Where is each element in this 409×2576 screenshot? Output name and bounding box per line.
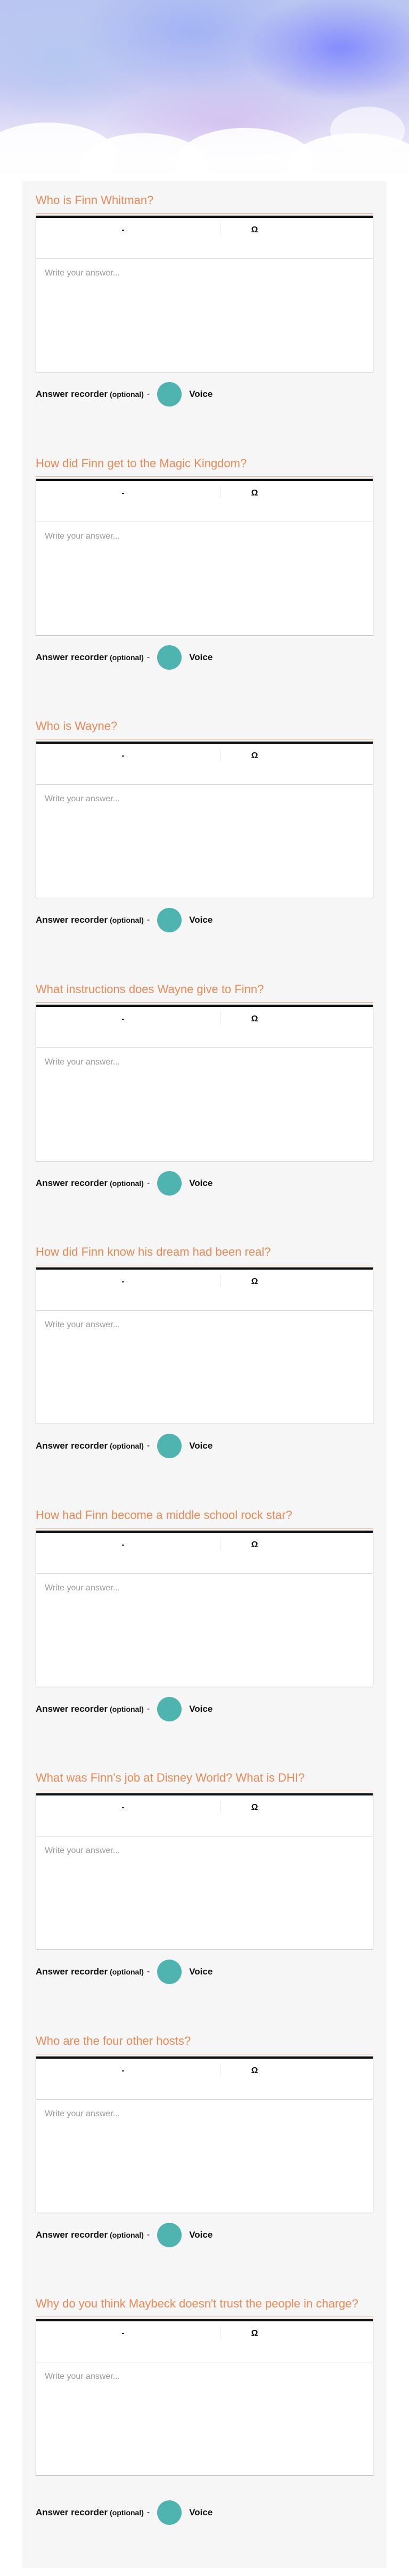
editor-toolbar (36, 1531, 373, 1574)
omega-symbol-button[interactable]: Ω (251, 2066, 258, 2075)
question-block (36, 1770, 373, 1977)
question-block (36, 1245, 373, 1451)
recorder-optional-label: (optional) (110, 2508, 144, 2517)
question-block (36, 2034, 373, 2240)
recorder-label: Answer recorder (36, 652, 108, 662)
dash-button[interactable]: - (121, 1014, 125, 1023)
recorder-label: Answer recorder (36, 1966, 108, 1977)
question-title: Who are the four other hosts? (36, 2034, 191, 2047)
answer-recorder (36, 2500, 212, 2525)
question-divider (36, 1002, 373, 1003)
recorder-dash: - (146, 915, 150, 924)
question-title: What was Finn's job at Disney World? What is DHI? (36, 1771, 305, 1784)
question-block (36, 1508, 373, 1714)
question-title: What instructions does Wayne give to Finn? (36, 982, 264, 996)
recorder-dash: - (146, 1441, 150, 1450)
recorder-dash: - (146, 2230, 150, 2239)
recorder-optional-label: (optional) (110, 1968, 144, 1976)
answer-recorder (36, 907, 212, 933)
dash-button[interactable]: - (121, 1540, 125, 1549)
recorder-dash: - (146, 389, 150, 399)
cloud-shape (330, 107, 405, 155)
answer-textarea[interactable]: Write your answer... (36, 785, 373, 898)
question-title: How did Finn know his dream had been real? (36, 1245, 271, 1258)
questions-card (22, 181, 387, 2568)
voice-label: Voice (189, 1966, 213, 1977)
question-block (36, 193, 373, 399)
answer-editor (36, 2319, 373, 2476)
question-block (36, 982, 373, 1188)
answer-editor (36, 1793, 373, 1950)
question-divider (36, 739, 373, 740)
dash-button[interactable]: - (121, 2066, 125, 2075)
dash-button[interactable]: - (121, 488, 125, 498)
question-divider (36, 213, 373, 214)
header-sky-background (0, 0, 409, 186)
voice-record-button[interactable] (157, 1434, 182, 1458)
question-title: How had Finn become a middle school rock star? (36, 1508, 292, 1522)
editor-toolbar (36, 1267, 373, 1311)
answer-textarea[interactable]: Write your answer... (36, 1048, 373, 1161)
question-title: Why do you think Maybeck doesn't trust the people in charge? (36, 2297, 358, 2310)
recorder-label: Answer recorder (36, 1703, 108, 1714)
omega-symbol-button[interactable]: Ω (251, 1803, 258, 1812)
omega-symbol-button[interactable]: Ω (251, 1540, 258, 1549)
answer-recorder (36, 381, 212, 407)
voice-label: Voice (189, 652, 213, 662)
recorder-label: Answer recorder (36, 1441, 108, 1451)
answer-recorder (36, 2222, 212, 2248)
dash-button[interactable]: - (121, 2329, 125, 2338)
question-block (36, 719, 373, 925)
voice-label: Voice (189, 2229, 213, 2240)
editor-toolbar (36, 479, 373, 522)
question-divider (36, 476, 373, 477)
dash-button[interactable]: - (121, 1277, 125, 1286)
recorder-optional-label: (optional) (110, 916, 144, 924)
editor-toolbar (36, 2319, 373, 2362)
answer-textarea[interactable]: Write your answer... (36, 1311, 373, 1424)
answer-editor (36, 478, 373, 636)
answer-editor (36, 1004, 373, 1161)
recorder-optional-label: (optional) (110, 390, 144, 399)
recorder-label: Answer recorder (36, 1177, 108, 1188)
question-divider (36, 1528, 373, 1529)
answer-textarea[interactable]: Write your answer... (36, 1836, 373, 1949)
voice-label: Voice (189, 915, 213, 925)
answer-textarea[interactable]: Write your answer... (36, 2362, 373, 2475)
recorder-optional-label: (optional) (110, 653, 144, 662)
question-title: How did Finn get to the Magic Kingdom? (36, 456, 247, 470)
recorder-optional-label: (optional) (110, 2230, 144, 2239)
answer-textarea[interactable]: Write your answer... (36, 522, 373, 635)
editor-toolbar (36, 1005, 373, 1048)
answer-textarea[interactable]: Write your answer... (36, 1574, 373, 1687)
omega-symbol-button[interactable]: Ω (251, 2329, 258, 2338)
answer-editor (36, 1267, 373, 1424)
voice-record-button[interactable] (157, 382, 182, 407)
voice-label: Voice (189, 2507, 213, 2517)
recorder-dash: - (146, 1967, 150, 1976)
question-title: Who is Wayne? (36, 719, 118, 733)
answer-recorder (36, 1959, 212, 1985)
voice-record-button[interactable] (157, 908, 182, 932)
recorder-dash: - (146, 652, 150, 662)
voice-label: Voice (189, 1441, 213, 1451)
voice-record-button[interactable] (157, 1697, 182, 1721)
recorder-label: Answer recorder (36, 2229, 108, 2240)
question-title: Who is Finn Whitman? (36, 193, 154, 207)
dash-button[interactable]: - (121, 751, 125, 760)
omega-symbol-button[interactable]: Ω (251, 225, 258, 234)
omega-symbol-button[interactable]: Ω (251, 1014, 258, 1023)
editor-toolbar (36, 1793, 373, 1836)
answer-recorder (36, 645, 212, 670)
omega-symbol-button[interactable]: Ω (251, 488, 258, 498)
voice-label: Voice (189, 1703, 213, 1714)
recorder-dash: - (146, 1178, 150, 1188)
voice-record-button[interactable] (157, 1960, 182, 1984)
dash-button[interactable]: - (121, 1803, 125, 1812)
answer-editor (36, 215, 373, 372)
answer-editor (36, 741, 373, 898)
editor-toolbar (36, 2057, 373, 2100)
recorder-dash: - (146, 1704, 150, 1713)
answer-textarea[interactable]: Write your answer... (36, 2100, 373, 2213)
recorder-label: Answer recorder (36, 915, 108, 925)
question-block (36, 2296, 373, 2517)
question-block (36, 456, 373, 662)
voice-label: Voice (189, 389, 213, 399)
answer-recorder (36, 1433, 212, 1459)
dash-button[interactable]: - (121, 225, 125, 234)
answer-editor (36, 2056, 373, 2213)
voice-record-button[interactable] (157, 2500, 182, 2525)
answer-recorder (36, 1171, 212, 1196)
omega-symbol-button[interactable]: Ω (251, 1277, 258, 1286)
omega-symbol-button[interactable]: Ω (251, 751, 258, 760)
voice-label: Voice (189, 1177, 213, 1188)
answer-textarea[interactable]: Write your answer... (36, 259, 373, 372)
voice-record-button[interactable] (157, 645, 182, 670)
recorder-label: Answer recorder (36, 2507, 108, 2517)
voice-record-button[interactable] (157, 1171, 182, 1196)
recorder-dash: - (146, 2508, 150, 2517)
voice-record-button[interactable] (157, 2223, 182, 2247)
answer-recorder (36, 1696, 212, 1722)
recorder-optional-label: (optional) (110, 1179, 144, 1188)
recorder-optional-label: (optional) (110, 1704, 144, 1713)
answer-editor (36, 1530, 373, 1687)
editor-toolbar (36, 216, 373, 259)
editor-toolbar (36, 742, 373, 785)
recorder-label: Answer recorder (36, 389, 108, 399)
recorder-optional-label: (optional) (110, 1442, 144, 1450)
